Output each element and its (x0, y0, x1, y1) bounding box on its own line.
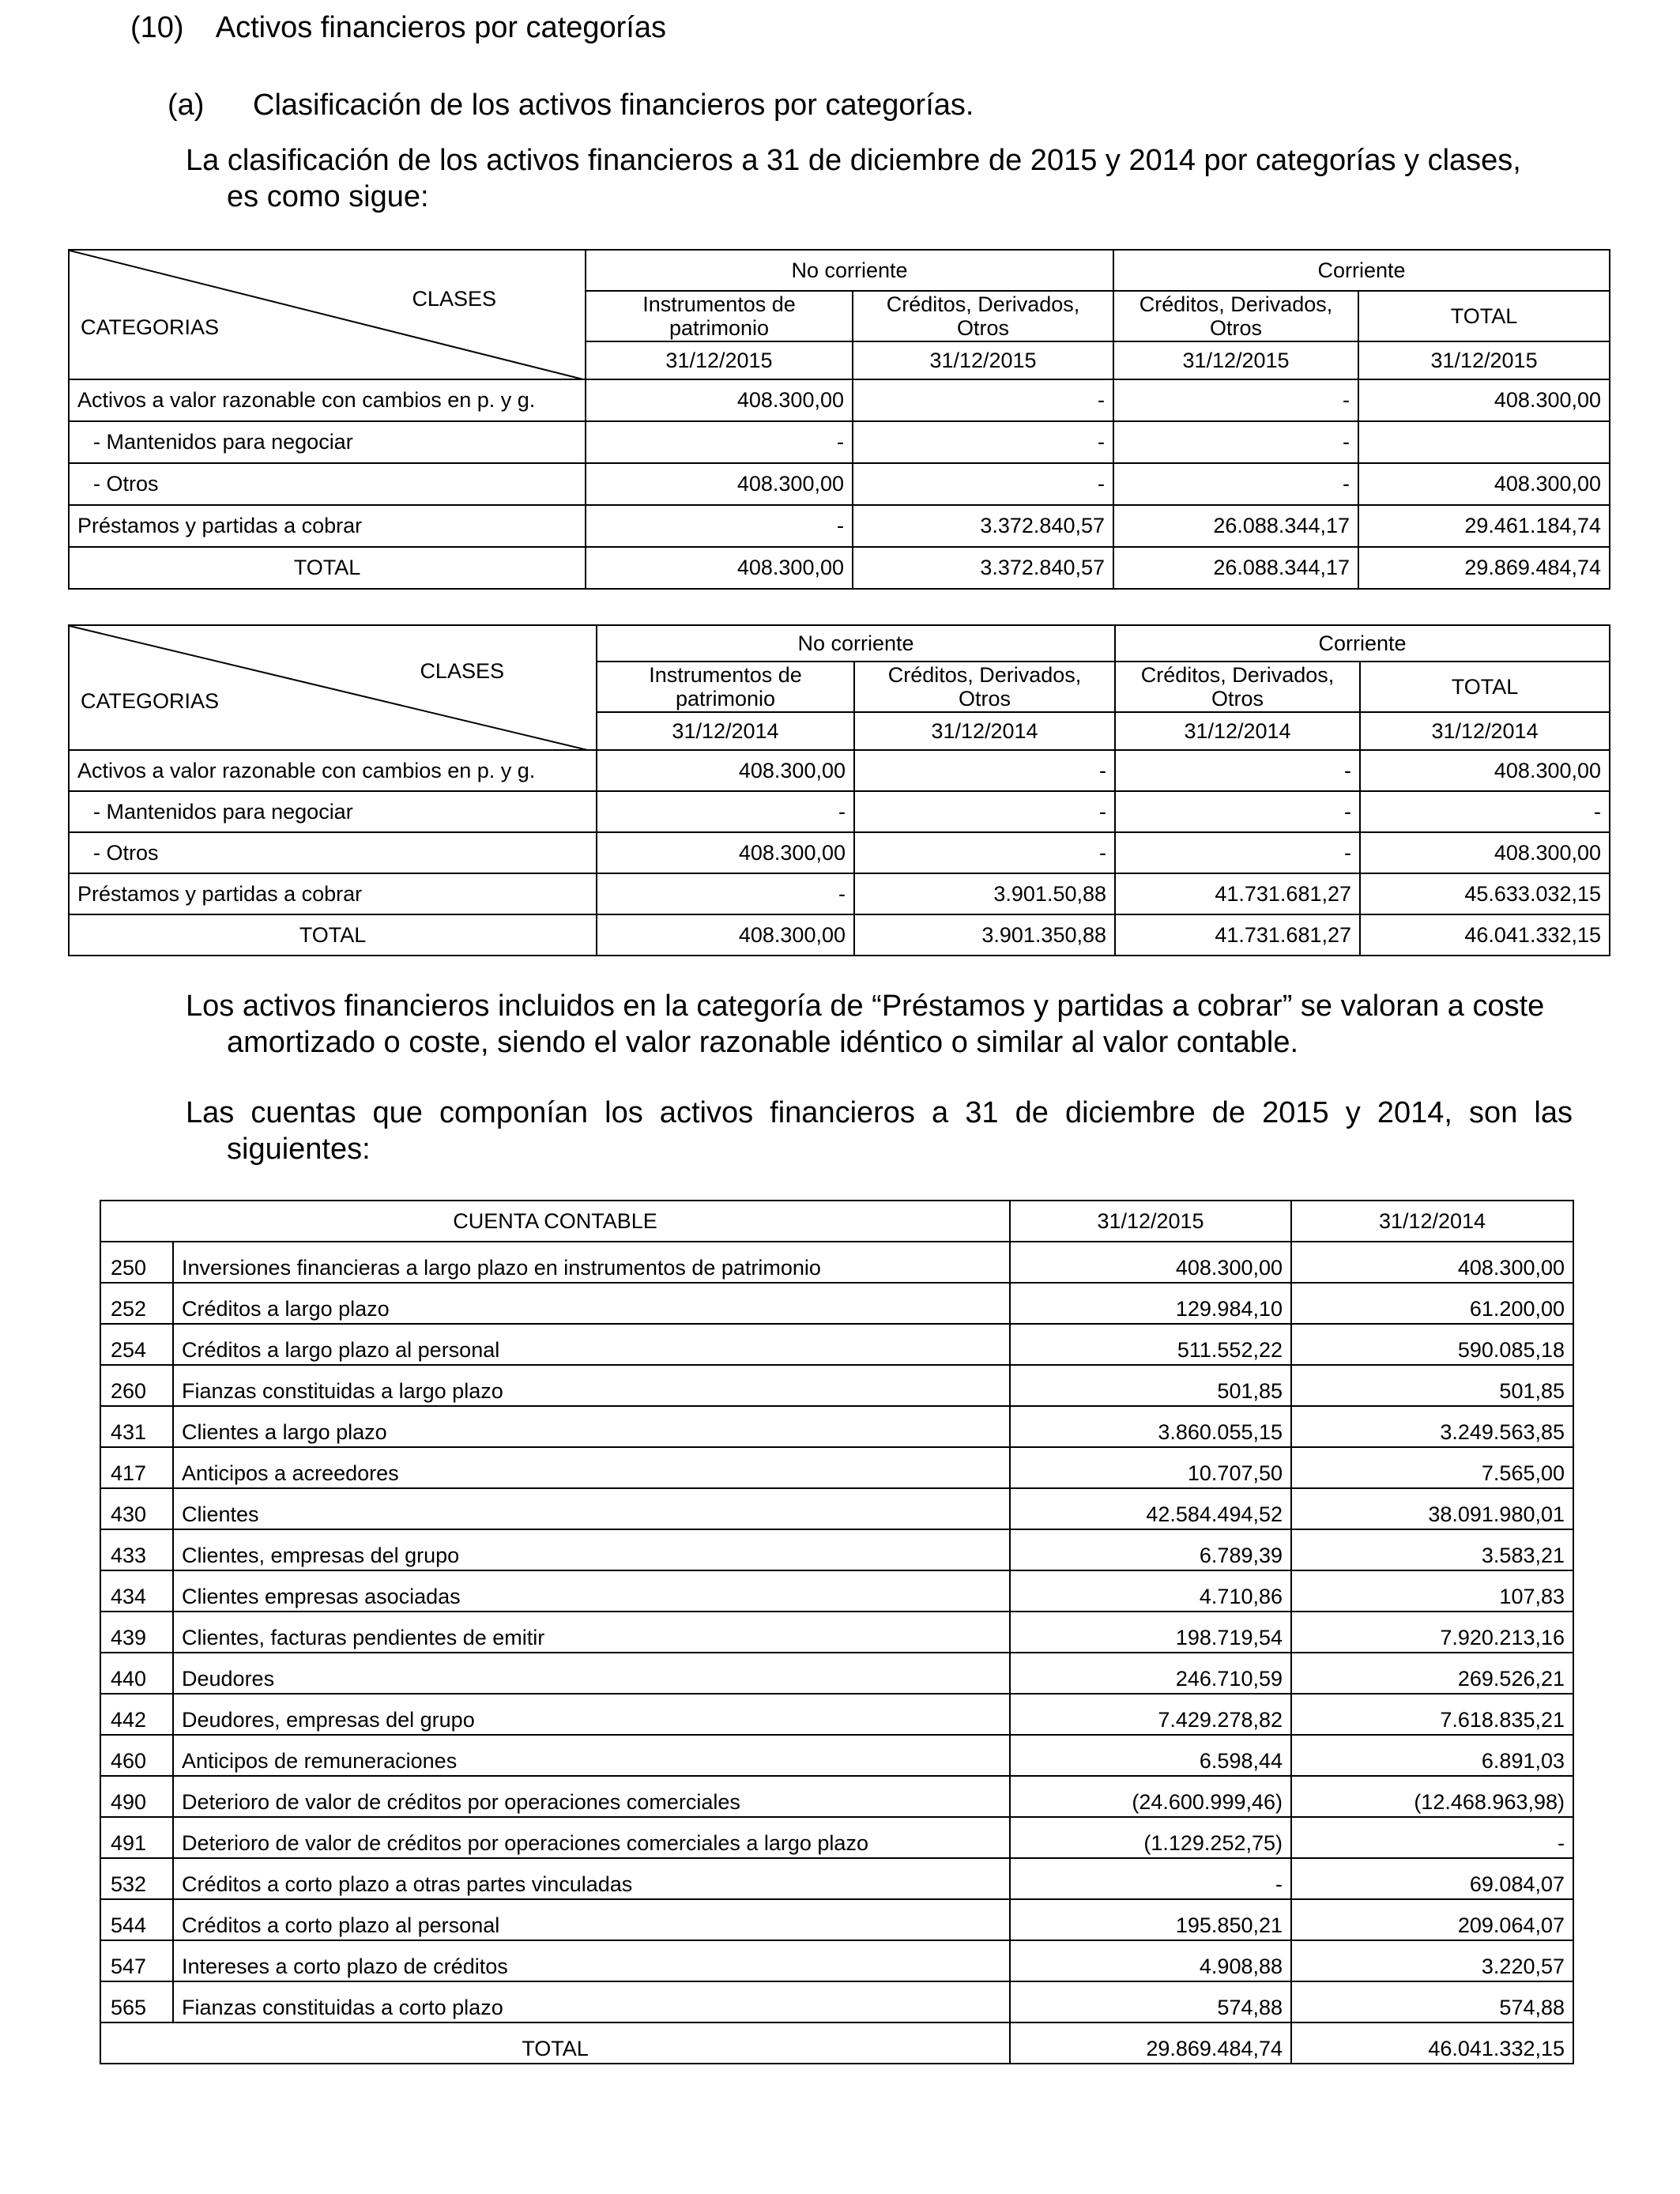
section-number: (10) (130, 11, 184, 44)
table-row (100, 1406, 1573, 1447)
cell-value: - (854, 832, 1115, 873)
cell-value: 3.372.840,57 (853, 505, 1113, 547)
header-diagonal-cell (69, 625, 597, 750)
cell-value: - (854, 791, 1115, 832)
date-cell: 31/12/2014 (1360, 712, 1610, 750)
value-2015: 501,85 (1010, 1365, 1291, 1406)
row-label: - Otros (69, 832, 597, 873)
value-2015: 246.710,59 (1010, 1653, 1291, 1694)
row-label: Préstamos y partidas a cobrar (69, 873, 597, 914)
account-name: Anticipos de remuneraciones (173, 1735, 1010, 1776)
value-2015: 195.850,21 (1010, 1899, 1291, 1940)
table-row (100, 1529, 1573, 1570)
table-row (100, 1488, 1573, 1529)
cell-value: 41.731.681,27 (1115, 873, 1360, 914)
value-2015: 6.598,44 (1010, 1735, 1291, 1776)
value-2014: 107,83 (1291, 1570, 1573, 1612)
col-creditos: Créditos, Derivados, Otros (853, 291, 1113, 341)
value-2014: 574,88 (1291, 1981, 1573, 2022)
col-instrumentos: Instrumentos de patrimonio (597, 662, 854, 712)
clases-label: CLASES (412, 287, 496, 311)
row-label: - Mantenidos para negociar (69, 791, 597, 832)
col-total: TOTAL (1358, 291, 1610, 341)
account-name: Créditos a corto plazo al personal (173, 1899, 1010, 1940)
table-row (100, 1324, 1573, 1365)
cell-value: - (1115, 750, 1360, 791)
intro-line-1: La clasificación de los activos financieros a 31 de diciembre de 2015 y 2014 por categorías y clases, (186, 144, 1521, 177)
table-total-row (69, 914, 1610, 956)
cell-value: 3.901.350,88 (854, 914, 1115, 956)
cell-value: 408.300,00 (1358, 379, 1610, 421)
date-cell: 31/12/2015 (853, 341, 1113, 379)
cell-value: - (853, 421, 1113, 463)
date-cell: 31/12/2014 (1115, 712, 1360, 750)
value-2015: 574,88 (1010, 1981, 1291, 2022)
total-2014: 46.041.332,15 (1291, 2022, 1573, 2064)
categorias-label: CATEGORIAS (81, 689, 220, 713)
accounts-line-1: Las cuentas que componían los activos financieros a 31 de diciembre de 2015 y 2014, son las (186, 1096, 1573, 1129)
cell-value: 408.300,00 (597, 832, 854, 873)
total-2015: 29.869.484,74 (1010, 2022, 1291, 2064)
table-row (100, 1283, 1573, 1324)
header-2015: 31/12/2015 (1010, 1201, 1291, 1242)
cell-value: - (1113, 379, 1358, 421)
row-label: - Otros (69, 463, 586, 505)
value-2015: 129.984,10 (1010, 1283, 1291, 1324)
cell-value: - (1113, 421, 1358, 463)
cell-value: - (586, 505, 853, 547)
cell-value: - (1115, 791, 1360, 832)
account-name: Créditos a corto plazo a otras partes vinculadas (173, 1858, 1010, 1899)
table-row (100, 1365, 1573, 1406)
account-code: 565 (100, 1981, 173, 2022)
date-cell: 31/12/2015 (586, 341, 853, 379)
value-2015: 408.300,00 (1010, 1242, 1291, 1283)
date-cell: 31/12/2015 (1113, 341, 1358, 379)
header-diagonal-cell (69, 250, 586, 379)
cell-value: 408.300,00 (1360, 832, 1610, 873)
cell-value: 408.300,00 (1358, 463, 1610, 505)
value-2015: 198.719,54 (1010, 1612, 1291, 1653)
cell-value: 408.300,00 (586, 379, 853, 421)
account-name: Clientes (173, 1488, 1010, 1529)
cell-value: 408.300,00 (586, 547, 853, 589)
subsection-title: Clasificación de los activos financieros por categorías. (253, 89, 974, 122)
table-row (69, 421, 1610, 463)
cell-value: - (586, 421, 853, 463)
account-code: 491 (100, 1817, 173, 1858)
value-2015: (24.600.999,46) (1010, 1776, 1291, 1817)
account-code: 260 (100, 1365, 173, 1406)
value-2014: 61.200,00 (1291, 1283, 1573, 1324)
account-code: 254 (100, 1324, 173, 1365)
value-2015: 511.552,22 (1010, 1324, 1291, 1365)
accounts-line-2: siguientes: (227, 1133, 371, 1166)
table-row (100, 1940, 1573, 1981)
date-cell: 31/12/2014 (854, 712, 1115, 750)
account-name: Fianzas constituidas a largo plazo (173, 1365, 1010, 1406)
account-code: 440 (100, 1653, 173, 1694)
account-code: 442 (100, 1694, 173, 1735)
accounts-total-row (100, 2022, 1573, 2064)
cell-value: 41.731.681,27 (1115, 914, 1360, 956)
table-row (100, 1242, 1573, 1283)
account-code: 532 (100, 1858, 173, 1899)
cell-value: - (853, 463, 1113, 505)
account-name: Créditos a largo plazo al personal (173, 1324, 1010, 1365)
value-2014: 7.618.835,21 (1291, 1694, 1573, 1735)
account-name: Deterioro de valor de créditos por operaciones comerciales (173, 1776, 1010, 1817)
account-code: 417 (100, 1447, 173, 1488)
cell-value: - (1360, 791, 1610, 832)
table-row (100, 1858, 1573, 1899)
account-name: Inversiones financieras a largo plazo en instrumentos de patrimonio (173, 1242, 1010, 1283)
row-label: Préstamos y partidas a cobrar (69, 505, 586, 547)
account-name: Intereses a corto plazo de créditos (173, 1940, 1010, 1981)
account-name: Deudores (173, 1653, 1010, 1694)
value-2015: (1.129.252,75) (1010, 1817, 1291, 1858)
col-creditos-corriente: Créditos, Derivados, Otros (1115, 662, 1360, 712)
valuation-line-2: amortizado o coste, siendo el valor razonable idéntico o similar al valor contable. (227, 1026, 1299, 1059)
row-label: Activos a valor razonable con cambios en p. y g. (69, 379, 586, 421)
value-2014: 3.249.563,85 (1291, 1406, 1573, 1447)
intro-paragraph (186, 142, 1573, 215)
cell-value: 29.869.484,74 (1358, 547, 1610, 589)
total-label: TOTAL (100, 2022, 1010, 2064)
account-name: Deudores, empresas del grupo (173, 1694, 1010, 1735)
valuation-paragraph (186, 988, 1573, 1061)
col-creditos: Créditos, Derivados, Otros (854, 662, 1115, 712)
value-2014: 7.565,00 (1291, 1447, 1573, 1488)
cell-value: 45.633.032,15 (1360, 873, 1610, 914)
value-2015: 6.789,39 (1010, 1529, 1291, 1570)
value-2014: 3.583,21 (1291, 1529, 1573, 1570)
value-2014: 3.220,57 (1291, 1940, 1573, 1981)
subsection-heading (168, 89, 974, 123)
value-2014: 209.064,07 (1291, 1899, 1573, 1940)
account-code: 431 (100, 1406, 173, 1447)
account-name: Créditos a largo plazo (173, 1283, 1010, 1324)
table-row (69, 832, 1610, 873)
table-row (100, 1570, 1573, 1612)
cell-value: 26.088.344,17 (1113, 505, 1358, 547)
value-2015: 42.584.494,52 (1010, 1488, 1291, 1529)
cell-value: 29.461.184,74 (1358, 505, 1610, 547)
value-2014: 501,85 (1291, 1365, 1573, 1406)
cell-value: - (597, 791, 854, 832)
cell-value: - (1115, 832, 1360, 873)
account-name: Clientes empresas asociadas (173, 1570, 1010, 1612)
accounts-header-row (100, 1201, 1573, 1242)
section-title: Activos financieros por categorías (215, 11, 666, 44)
cell-value: 46.041.332,15 (1360, 914, 1610, 956)
col-creditos-corriente: Créditos, Derivados, Otros (1113, 291, 1358, 341)
cell-value: 3.901.50,88 (854, 873, 1115, 914)
cell-value (1358, 421, 1610, 463)
cell-value: 408.300,00 (597, 750, 854, 791)
table-row (100, 1735, 1573, 1776)
categories-table-2014 (68, 624, 1610, 956)
accounts-paragraph (186, 1095, 1573, 1167)
row-label: TOTAL (69, 914, 597, 956)
account-name: Clientes, empresas del grupo (173, 1529, 1010, 1570)
table-row (69, 791, 1610, 832)
table-row (69, 379, 1610, 421)
value-2015: 7.429.278,82 (1010, 1694, 1291, 1735)
col-total: TOTAL (1360, 662, 1610, 712)
table-row (69, 505, 1610, 547)
row-label: Activos a valor razonable con cambios en p. y g. (69, 750, 597, 791)
value-2014: - (1291, 1817, 1573, 1858)
table-row (100, 1653, 1573, 1694)
valuation-line-1: Los activos financieros incluidos en la categoría de “Préstamos y partidas a cobrar” se valoran a coste (186, 990, 1545, 1023)
date-cell: 31/12/2015 (1358, 341, 1610, 379)
header-2014: 31/12/2014 (1291, 1201, 1573, 1242)
cell-value: - (597, 873, 854, 914)
header-cuenta: CUENTA CONTABLE (100, 1201, 1010, 1242)
account-name: Anticipos a acreedores (173, 1447, 1010, 1488)
value-2015: - (1010, 1858, 1291, 1899)
cell-value: - (854, 750, 1115, 791)
intro-line-2: es como sigue: (227, 180, 429, 213)
value-2015: 4.908,88 (1010, 1940, 1291, 1981)
row-label: TOTAL (69, 547, 586, 589)
value-2014: 69.084,07 (1291, 1858, 1573, 1899)
value-2014: 6.891,03 (1291, 1735, 1573, 1776)
diagonal-line (70, 626, 597, 750)
table-row (100, 1981, 1573, 2022)
value-2014: 7.920.213,16 (1291, 1612, 1573, 1653)
account-name: Clientes, facturas pendientes de emitir (173, 1612, 1010, 1653)
account-code: 433 (100, 1529, 173, 1570)
cell-value: 408.300,00 (586, 463, 853, 505)
account-code: 490 (100, 1776, 173, 1817)
account-code: 434 (100, 1570, 173, 1612)
table-total-row (69, 547, 1610, 589)
value-2014: 38.091.980,01 (1291, 1488, 1573, 1529)
cell-value: - (1113, 463, 1358, 505)
accounts-table (100, 1200, 1574, 2064)
cell-value: 3.372.840,57 (853, 547, 1113, 589)
account-code: 544 (100, 1899, 173, 1940)
table-row (100, 1899, 1573, 1940)
categories-table-2015 (68, 249, 1610, 590)
account-code: 439 (100, 1612, 173, 1653)
col-instrumentos: Instrumentos de patrimonio (586, 291, 853, 341)
account-code: 547 (100, 1940, 173, 1981)
value-2015: 10.707,50 (1010, 1447, 1291, 1488)
no-corriente-header: No corriente (597, 625, 1115, 662)
table-row (100, 1612, 1573, 1653)
table-row (100, 1447, 1573, 1488)
account-name: Fianzas constituidas a corto plazo (173, 1981, 1010, 2022)
account-code: 460 (100, 1735, 173, 1776)
value-2014: 408.300,00 (1291, 1242, 1573, 1283)
account-code: 252 (100, 1283, 173, 1324)
cell-value: 408.300,00 (597, 914, 854, 956)
cell-value: - (853, 379, 1113, 421)
corriente-header: Corriente (1115, 625, 1610, 662)
account-code: 250 (100, 1242, 173, 1283)
value-2014: (12.468.963,98) (1291, 1776, 1573, 1817)
section-heading (130, 11, 666, 45)
value-2015: 3.860.055,15 (1010, 1406, 1291, 1447)
subsection-label: (a) (168, 89, 205, 122)
table-row (100, 1817, 1573, 1858)
row-label: - Mantenidos para negociar (69, 421, 586, 463)
table-row (100, 1694, 1573, 1735)
table-row (69, 873, 1610, 914)
table-row (69, 463, 1610, 505)
table-row (100, 1776, 1573, 1817)
cell-value: 408.300,00 (1360, 750, 1610, 791)
corriente-header: Corriente (1113, 250, 1610, 291)
value-2014: 269.526,21 (1291, 1653, 1573, 1694)
account-code: 430 (100, 1488, 173, 1529)
account-name: Clientes a largo plazo (173, 1406, 1010, 1447)
no-corriente-header: No corriente (586, 250, 1113, 291)
date-cell: 31/12/2014 (597, 712, 854, 750)
account-name: Deterioro de valor de créditos por operaciones comerciales a largo plazo (173, 1817, 1010, 1858)
clases-label: CLASES (420, 659, 504, 683)
value-2014: 590.085,18 (1291, 1324, 1573, 1365)
value-2015: 4.710,86 (1010, 1570, 1291, 1612)
table-row (69, 750, 1610, 791)
categorias-label: CATEGORIAS (81, 315, 220, 339)
cell-value: 26.088.344,17 (1113, 547, 1358, 589)
